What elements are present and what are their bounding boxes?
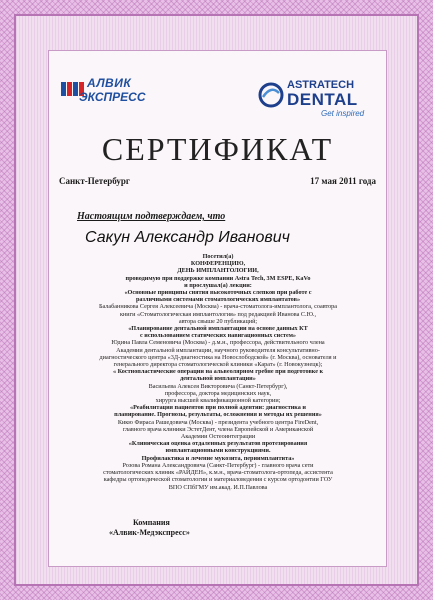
lecturer-info: Балабанникова Сергея Алексеевича (Москва) - врача-стоматолога-имплантолога, соавтора (98, 303, 338, 311)
lecturer-info: стоматологических клиник «РАЙДЕН», к.м.н., врача-стоматолога-ортопеда, ассистента (103, 469, 333, 477)
lecturer-info: автора свыше 20 публикаций; (178, 317, 258, 325)
lecturer-info: кафедры ортопедической стоматологии и материаловедения с курсом ортодонтии ГОУ (103, 476, 333, 484)
lecturer-info: Васильева Алексея Викторовича (Санкт-Петербург), (148, 382, 288, 390)
recipient-name: Сакун Александр Иванович (85, 229, 290, 246)
lecturer-info: хирурга высшей квалификационной категории; (155, 397, 281, 405)
lecture-title: «Клиническая оценка отдаленных результатов протезирования (128, 440, 308, 448)
lecturer-info: Кикю Фираса Рашедовича (Москва) - президента учебного центра FireDent, (117, 418, 319, 426)
confirm-text: Настоящим подтверждаем, что (77, 211, 226, 222)
body-line: проводимую при поддержке компании Astra Tech, 3M ESPE, KaVo (125, 274, 311, 282)
lecture-title: «Реабилитация пациентов при полной адентии: диагностика и (130, 404, 306, 412)
lecture-title: Профилактика и лечение мукозита, периимплантита» (141, 454, 295, 462)
lecture-title: различными системами стоматологических имплантатов» (135, 296, 301, 304)
lecturer-info: генерального директора стоматологической клиники «Карат» (г. Новокузнецк); (113, 361, 323, 369)
company-label: Компания (133, 518, 170, 527)
lecturer-info: Академии Остеоинтеграции (180, 433, 256, 441)
lecture-title: «Планирование дентальной имплантации на основе данных КТ (128, 325, 308, 333)
date: 17 мая 2011 года (310, 176, 376, 186)
body-line: КОНФЕРЕНЦИЮ, (190, 260, 246, 268)
swirl-logo-icon (257, 81, 285, 109)
body-line: и прослушал(а) лекции: (184, 281, 252, 289)
certificate-title: СЕРТИФИКАТ (101, 131, 334, 167)
logo-right-line1: ASTRATECH (287, 79, 355, 91)
lecture-title: планирование. Прогнозы, результаты, осложнения и методы их решения» (114, 411, 322, 419)
lecture-title: с использованием статических навигационных систем» (139, 332, 297, 340)
lecturer-info: диагностического центра «3Д-диагностика на Новослободской» (г. Москва), основателя и (99, 353, 337, 361)
lecturer-info: Академии дентальной имплантации, научного руководителя консультативно- (116, 346, 320, 354)
certificate-content (48, 50, 387, 567)
lecturer-info: Юдина Павла Семеновича (Москва) - д.м.н., профессора, действительного члена (111, 339, 325, 347)
lecture-title: дентальной имплантации» (180, 375, 256, 383)
lecture-title: имплантационными конструкциями. (165, 447, 271, 455)
lecturer-info: главного врача клиники ЭстетДент, члена Европейской и Американской (122, 425, 314, 433)
lectures-list (59, 253, 377, 491)
lecture-title: «Основные принципы снятия высокоточных слепков при работе с (124, 289, 312, 297)
logo-tagline: Get inspired (321, 109, 365, 118)
company-name: «Алвик-Медэкспресс» (109, 528, 190, 537)
body-line: Посетил(а) (202, 253, 234, 260)
city: Санкт-Петербург (59, 176, 130, 186)
lecturer-info: ВПО СПбГМУ им.акад. И.П.Павлова (168, 483, 268, 491)
astratech-dental-logo (257, 79, 382, 119)
logo-left-line1: АЛВИК (87, 76, 132, 90)
body-line: ДЕНЬ ИМПЛАНТОЛОГИИ, (177, 267, 259, 275)
lecturer-info: книги «Стоматологическая имплантология» под редакцией Иванова С.Ю., (119, 310, 317, 318)
logo-right-line2: DENTAL (287, 90, 358, 109)
lecturer-info: Розова Романа Александровича (Санкт-Петербург) - главного врача сети (122, 461, 314, 469)
lecturer-info: профессора, доктора медицинских наук, (164, 389, 272, 397)
lecture-title: « Костнопластические операции на альвеолярном гребне при подготовке к (112, 368, 324, 376)
logo-left-line2: ЭКСПРЕСС (79, 90, 146, 104)
alvik-express-logo (61, 76, 161, 106)
